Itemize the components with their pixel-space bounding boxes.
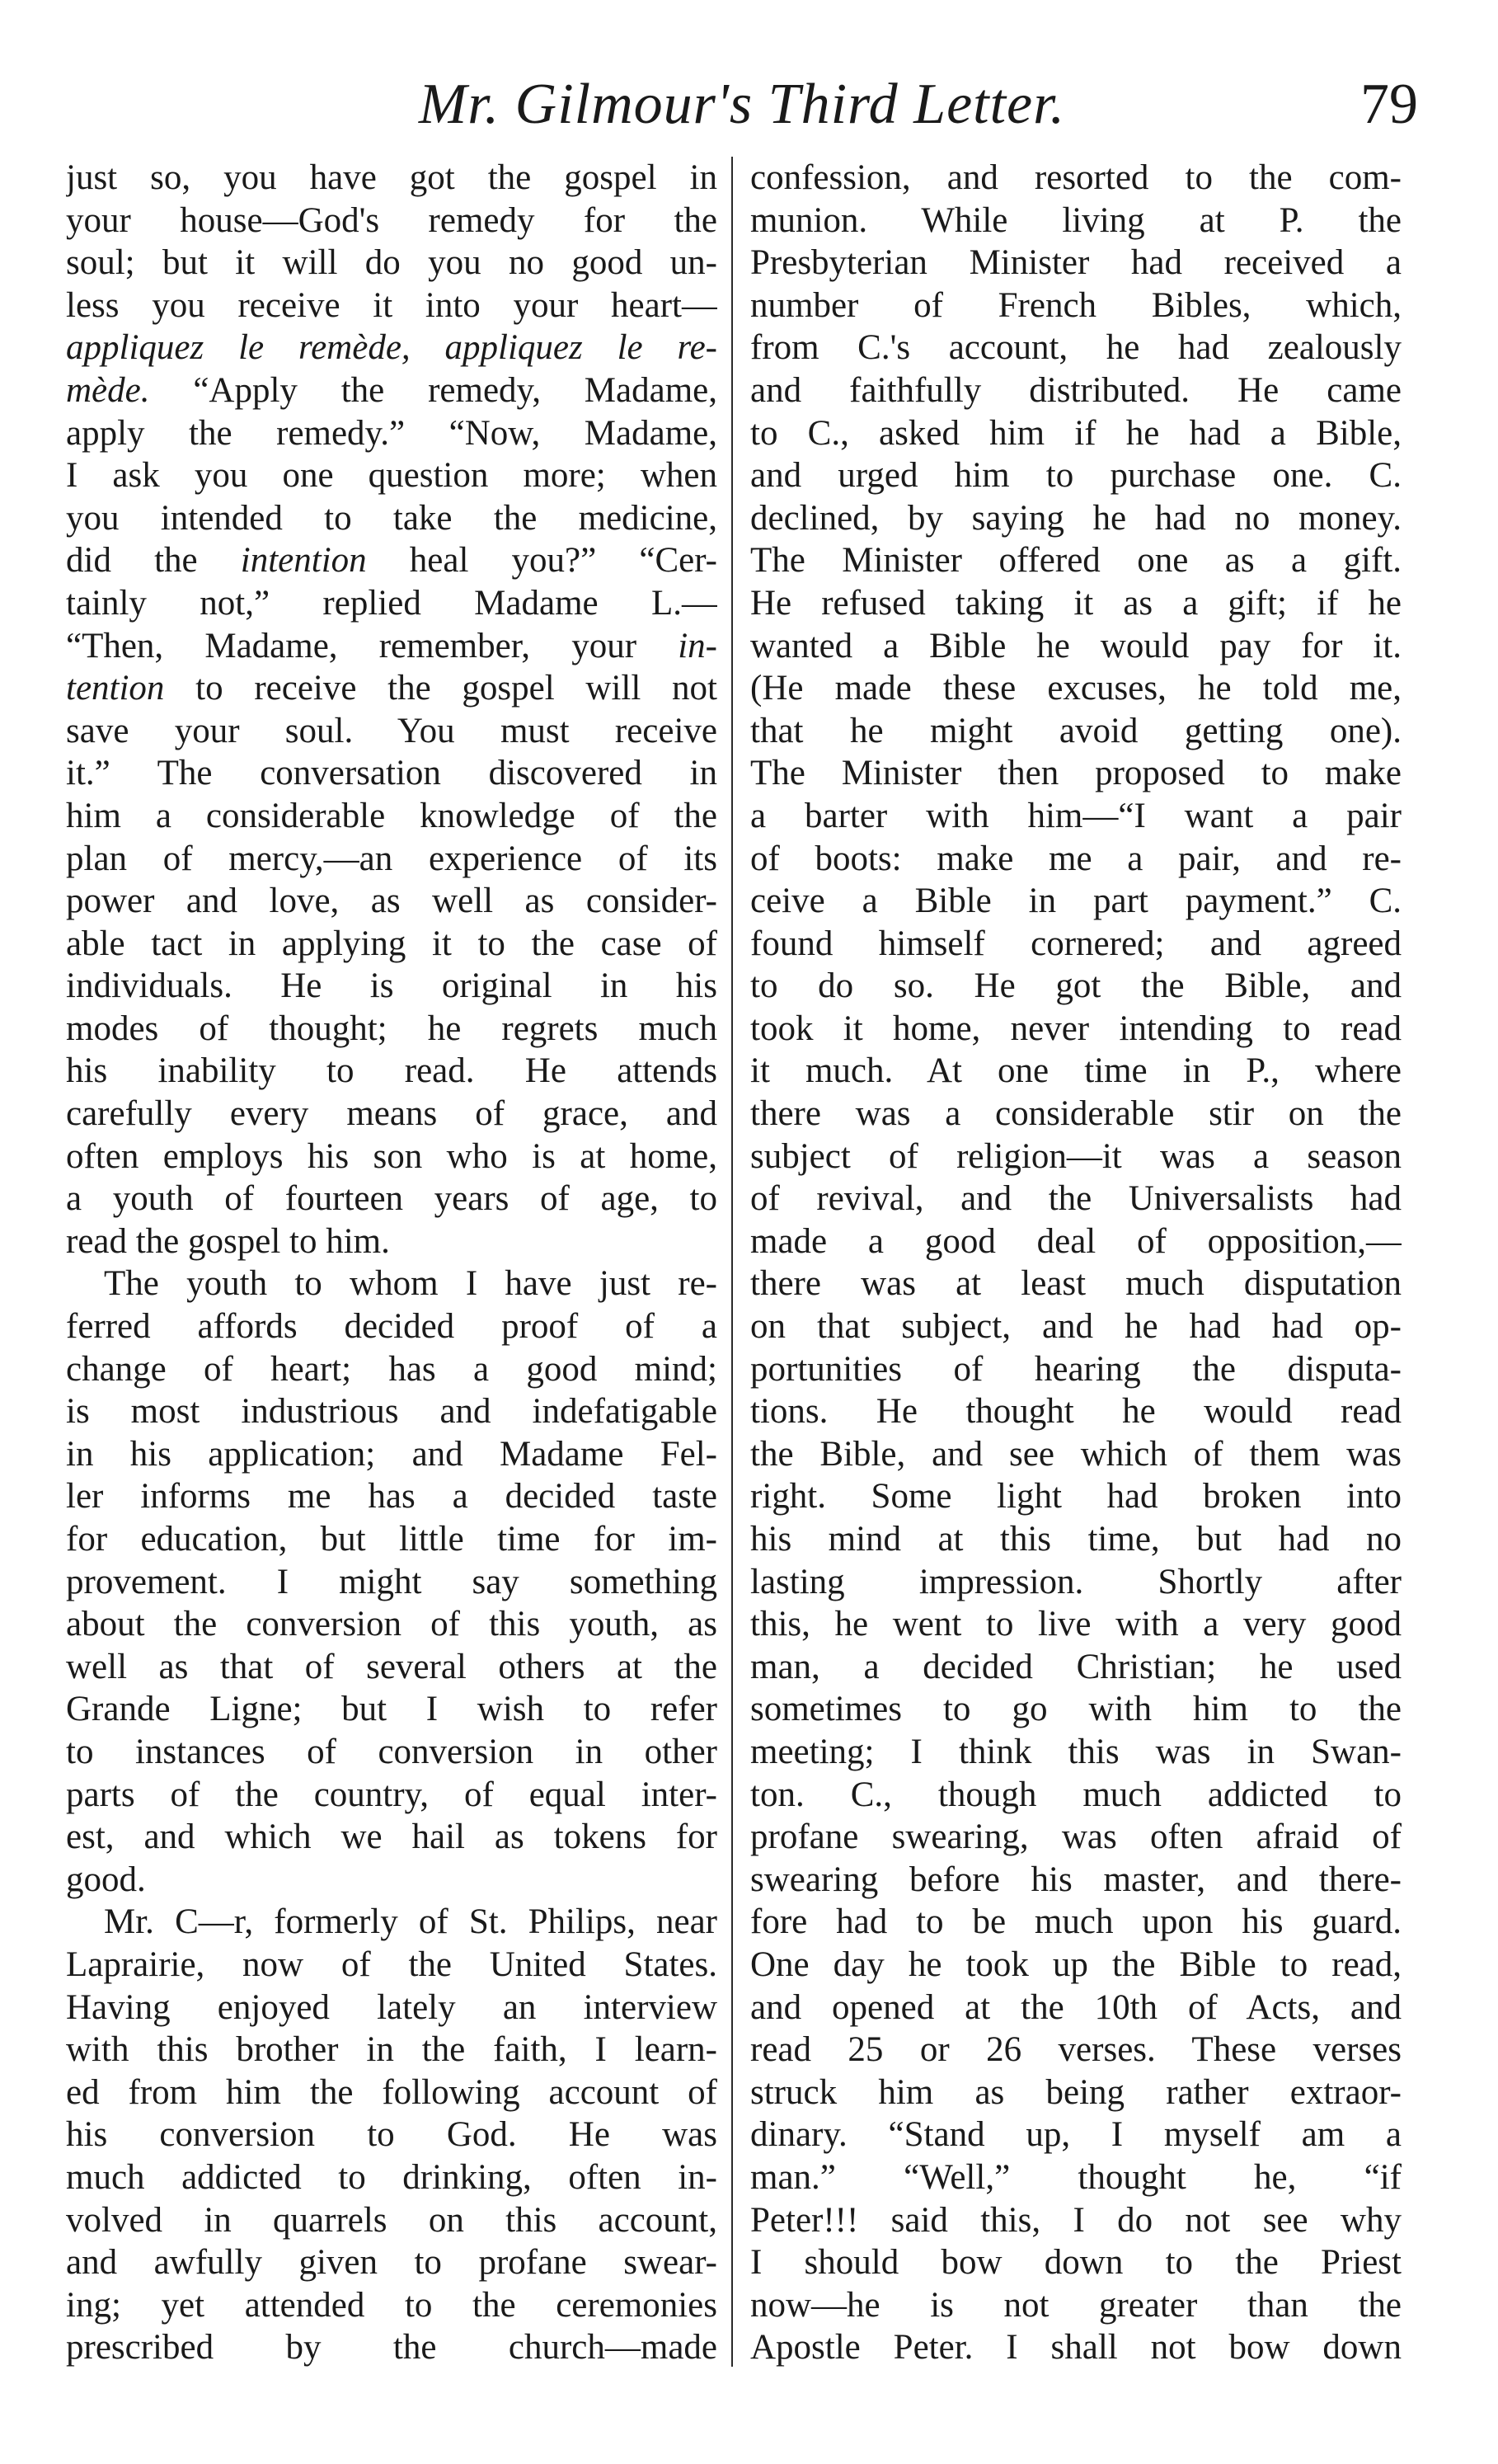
text-line: in his application; and Madame Fel-: [66, 1434, 717, 1474]
text-line: often employs his son who is at home,: [66, 1136, 717, 1176]
text-line: I ask you one question more; when: [66, 456, 717, 496]
text-line: him a considerable knowledge of the: [66, 796, 717, 835]
text-line: about the conversion of this youth, as: [66, 1605, 717, 1644]
left-column: [66, 157, 717, 2369]
text-line: and opened at the 10th of Acts, and: [750, 1987, 1402, 2027]
text-line: parts of the country, of equal inter-: [66, 1775, 717, 1814]
text-line: [66, 625, 717, 668]
text-line: Peter!!! said this, I do not see why: [750, 2200, 1402, 2240]
text-line: profane swearing, was often afraid of: [750, 1817, 1402, 1857]
text-line: [66, 369, 717, 412]
text-line: and urged him to purchase one. C.: [750, 456, 1402, 496]
text-line: wanted a Bible he would pay for it.: [750, 626, 1402, 665]
text-line: He refused taking it as a gift; if he: [750, 583, 1402, 623]
text-segment: tention: [66, 669, 165, 708]
text-line: [66, 539, 717, 582]
text-line: number of French Bibles, which,: [750, 285, 1402, 325]
text-line: portunities of hearing the disputa-: [750, 1349, 1402, 1389]
text-line: Having enjoyed lately an interview: [66, 1987, 717, 2027]
text-line: it much. At one time in P., where: [750, 1051, 1402, 1091]
text-segment: intention: [240, 541, 367, 581]
text-line: carefully every means of grace, and: [66, 1094, 717, 1134]
text-line: lasting impression. Shortly after: [750, 1562, 1402, 1601]
text-line: I should bow down to the Priest: [750, 2243, 1402, 2283]
text-line: (He made these excuses, he told me,: [750, 669, 1402, 708]
text-line: that he might avoid getting one).: [750, 711, 1402, 750]
text-segment: “Apply the remedy, Madame,: [149, 370, 717, 410]
text-line: soul; but it will do you no good un-: [66, 243, 717, 283]
text-line: of revival, and the Universalists had: [750, 1179, 1402, 1219]
text-line: The Minister then proposed to make: [750, 754, 1402, 793]
text-line: dinary. “Stand up, I myself am a: [750, 2115, 1402, 2155]
text-line: the Bible, and see which of them was: [750, 1434, 1402, 1474]
text-line: his conversion to God. He was: [66, 2115, 717, 2155]
text-line: confession, and resorted to the com-: [750, 158, 1402, 197]
text-line: it.” The conversation discovered in: [66, 754, 717, 793]
text-line: there was at least much disputation: [750, 1264, 1402, 1304]
text-line: ler informs me has a decided taste: [66, 1477, 717, 1516]
text-line: his inability to read. He attends: [66, 1051, 717, 1091]
text-line: ed from him the following account of: [66, 2072, 717, 2112]
text-line: individuals. He is original in his: [66, 966, 717, 1006]
text-segment: heal you?” “Cer-: [366, 541, 717, 581]
text-line: volved in quarrels on this account,: [66, 2200, 717, 2240]
text-line: and awfully given to profane swear-: [66, 2243, 717, 2283]
text-line: for education, but little time for im-: [66, 1520, 717, 1559]
text-segment: mède.: [66, 370, 150, 410]
text-line: you intended to take the medicine,: [66, 498, 717, 538]
text-line: read 25 or 26 verses. These verses: [750, 2030, 1402, 2070]
text-line: tions. He thought he would read: [750, 1392, 1402, 1432]
text-line: fore had to be much upon his guard.: [750, 1902, 1402, 1942]
text-line: struck him as being rather extraor-: [750, 2072, 1402, 2112]
text-line: took it home, never intending to read: [750, 1009, 1402, 1048]
text-line: to C., asked him if he had a Bible,: [750, 413, 1402, 453]
text-line: save your soul. You must receive: [66, 711, 717, 750]
text-line: ton. C., though much addicted to: [750, 1775, 1402, 1814]
text-line: declined, by saying he had no money.: [750, 498, 1402, 538]
text-line: ing; yet attended to the ceremonies: [66, 2285, 717, 2325]
running-title: Mr. Gilmour's Third Letter.: [418, 73, 1066, 136]
text-line: [66, 667, 717, 710]
text-line: power and love, as well as consider-: [66, 882, 717, 921]
text-line: Grande Ligne; but I wish to refer: [66, 1690, 717, 1729]
text-line: less you receive it into your heart—: [66, 285, 717, 325]
text-line: is most industrious and indefatigable: [66, 1392, 717, 1432]
text-segment: to receive the gospel will not: [164, 669, 717, 708]
running-head: [66, 68, 1418, 142]
text-line: Apostle Peter. I shall not bow down: [750, 2328, 1402, 2368]
text-line: well as that of several others at the: [66, 1647, 717, 1686]
text-line: tainly not,” replied Madame L.—: [66, 583, 717, 623]
text-line: to instances of conversion in other: [66, 1732, 717, 1771]
text-line: meeting; I think this was in Swan-: [750, 1732, 1402, 1771]
text-line: just so, you have got the gospel in: [66, 158, 717, 197]
text-line: swearing before his master, and there-: [750, 1860, 1402, 1899]
text-line: there was a considerable stir on the: [750, 1094, 1402, 1134]
text-line: to do so. He got the Bible, and: [750, 966, 1402, 1006]
text-line: provement. I might say something: [66, 1562, 717, 1601]
page-number: 79: [1360, 73, 1418, 136]
text-segment: in-: [678, 626, 717, 665]
text-line: able tact in applying it to the case of: [66, 924, 717, 963]
text-line: read the gospel to him.: [66, 1221, 390, 1261]
text-line: from C.'s account, he had zealously: [750, 328, 1402, 368]
text-line: ceive a Bible in part payment.” C.: [750, 882, 1402, 921]
text-line: man.” “Well,” thought he, “if: [750, 2157, 1402, 2197]
text-line: plan of mercy,—an experience of its: [66, 839, 717, 878]
text-line: this, he went to live with a very good: [750, 1605, 1402, 1644]
text-line: a barter with him—“I want a pair: [750, 796, 1402, 835]
text-line: your house—God's remedy for the: [66, 200, 717, 240]
text-line: made a good deal of opposition,—: [750, 1221, 1402, 1261]
text-line: good.: [66, 1860, 146, 1899]
text-line: modes of thought; he regrets much: [66, 1009, 717, 1048]
text-segment: did the: [66, 541, 241, 581]
text-line: found himself cornered; and agreed: [750, 924, 1402, 963]
text-line: with this brother in the faith, I learn-: [66, 2030, 717, 2070]
text-line: The youth to whom I have just re-: [104, 1264, 717, 1304]
text-line: One day he took up the Bible to read,: [750, 1944, 1402, 1984]
text-line: and faithfully distributed. He came: [750, 370, 1402, 410]
right-column: [750, 157, 1402, 2369]
text-segment: “Then, Madame, remember, your: [66, 626, 679, 665]
text-line: a youth of fourteen years of age, to: [66, 1179, 717, 1219]
text-line: ferred affords decided proof of a: [66, 1307, 717, 1347]
text-line: now—he is not greater than the: [750, 2285, 1402, 2325]
text-line: man, a decided Christian; he used: [750, 1647, 1402, 1686]
text-line: munion. While living at P. the: [750, 200, 1402, 240]
text-line: Presbyterian Minister had received a: [750, 243, 1402, 283]
text-line: on that subject, and he had had op-: [750, 1307, 1402, 1347]
text-line: his mind at this time, but had no: [750, 1520, 1402, 1559]
text-line: of boots: make me a pair, and re-: [750, 839, 1402, 878]
text-line: Laprairie, now of the United States.: [66, 1944, 717, 1984]
text-line: sometimes to go with him to the: [750, 1690, 1402, 1729]
text-line: right. Some light had broken into: [750, 1477, 1402, 1516]
text-line: Mr. C—r, formerly of St. Philips, near: [104, 1902, 717, 1942]
text-line: prescribed by the church—made: [66, 2328, 717, 2368]
column-divider: [731, 157, 733, 2367]
text-line: subject of religion—it was a season: [750, 1136, 1402, 1176]
text-line: apply the remedy.” “Now, Madame,: [66, 413, 717, 453]
text-line: The Minister offered one as a gift.: [750, 541, 1402, 581]
text-line: much addicted to drinking, often in-: [66, 2157, 717, 2197]
text-line: appliquez le remède, appliquez le re-: [66, 328, 717, 368]
text-line: change of heart; has a good mind;: [66, 1349, 717, 1389]
text-line: est, and which we hail as tokens for: [66, 1817, 717, 1857]
